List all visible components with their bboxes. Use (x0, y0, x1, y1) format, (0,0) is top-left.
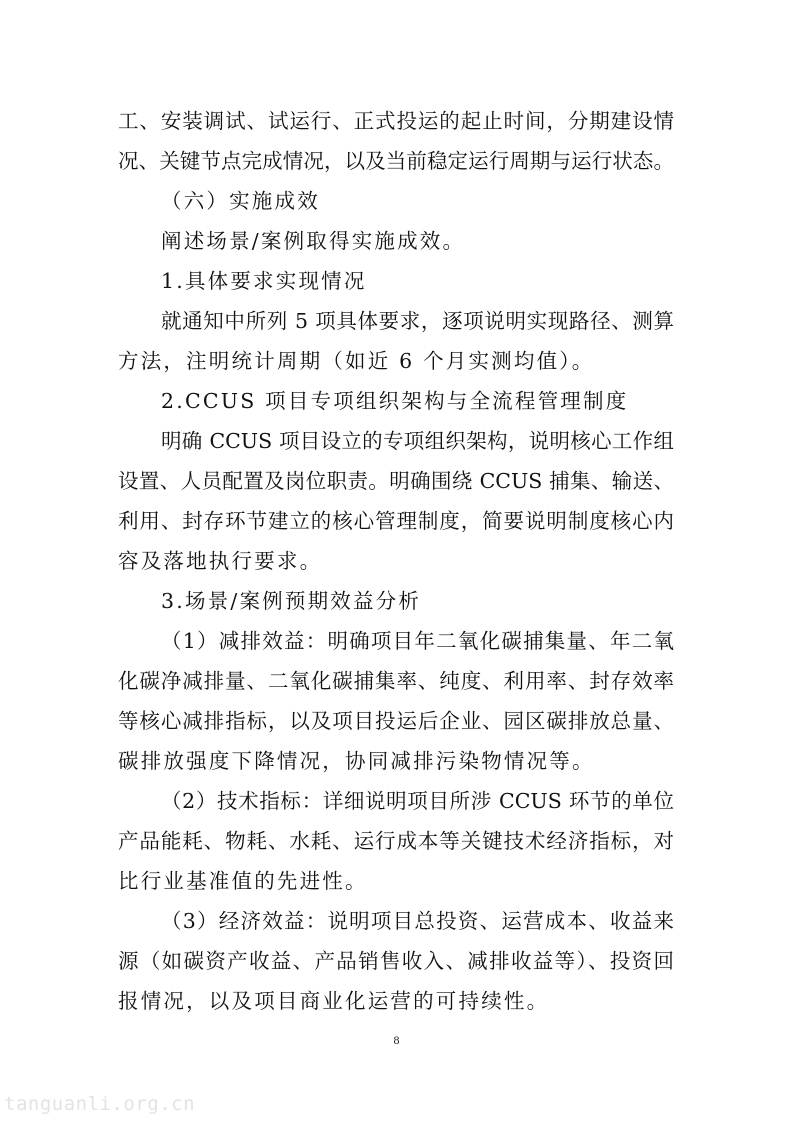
paragraph-line: （3）经济效益：说明项目总投资、运营成本、收益来 (161, 909, 674, 933)
paragraph-line: 碳排放强度下降情况，协同减排污染物情况等。 (118, 749, 595, 773)
paragraph-line: （2）技术指标：详细说明项目所涉 CCUS 环节的单位 (161, 789, 674, 813)
section-heading: （六）实施成效 (161, 189, 320, 213)
watermark: tanguanli.org.cn (4, 1093, 196, 1115)
paragraph-line: 阐述场景/案例取得实施成效。 (161, 229, 466, 253)
paragraph-line: 化碳净减排量、二氧化碳捕集率、纯度、利用率、封存效率 (118, 669, 674, 693)
paragraph-line: 报情况，以及项目商业化运营的可持续性。 (118, 989, 550, 1013)
paragraph-line: 就通知中所列 5 项具体要求，逐项说明实现路径、测算 (161, 309, 674, 333)
subsection-heading: 2.CCUS 项目专项组织架构与全流程管理制度 (161, 389, 629, 413)
paragraph-line: 比行业基准值的先进性。 (118, 869, 368, 893)
paragraph-line: （1）减排效益：明确项目年二氧化碳捕集量、年二氧 (161, 629, 674, 653)
paragraph-line: 况、关键节点完成情况，以及当前稳定运行周期与运行状态。 (118, 149, 674, 173)
paragraph-line: 方法，注明统计周期（如近 6 个月实测均值）。 (118, 349, 595, 373)
subsection-heading: 3.场景/案例预期效益分析 (161, 589, 422, 613)
paragraph-line: 源（如碳资产收益、产品销售收入、减排收益等）、投资回 (118, 949, 674, 973)
paragraph-line: 容及落地执行要求。 (118, 549, 323, 573)
paragraph-line: 产品能耗、物耗、水耗、运行成本等关键技术经济指标，对 (118, 829, 674, 853)
page-number: 8 (393, 1033, 400, 1047)
paragraph-line: 工、安装调试、试运行、正式投运的起止时间，分期建设情 (118, 109, 674, 133)
paragraph-line: 等核心减排指标，以及项目投运后企业、园区碳排放总量、 (118, 709, 674, 733)
paragraph-line: 利用、封存环节建立的核心管理制度，简要说明制度核心内 (118, 509, 674, 533)
subsection-heading: 1.具体要求实现情况 (161, 269, 367, 293)
paragraph-line: 明确 CCUS 项目设立的专项组织架构，说明核心工作组 (161, 429, 674, 453)
paragraph-line: 设置、人员配置及岗位职责。明确围绕 CCUS 捕集、输送、 (118, 469, 674, 493)
